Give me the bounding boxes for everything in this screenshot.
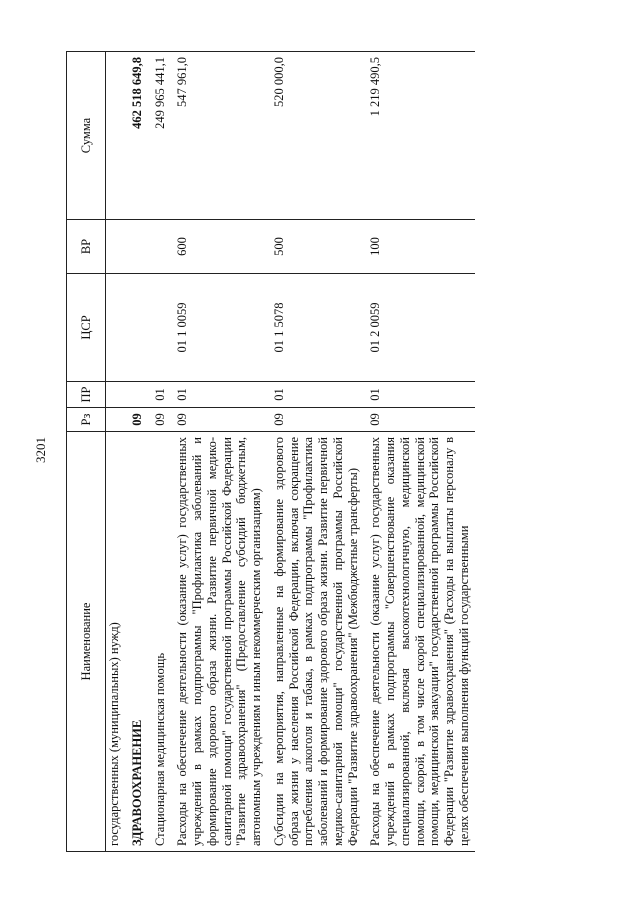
row-rz: 09 bbox=[170, 408, 267, 432]
page-number: 3201 bbox=[33, 437, 48, 463]
row-vr bbox=[148, 220, 171, 274]
row-pr: 01 bbox=[170, 382, 267, 408]
row-vr: 500 bbox=[267, 220, 364, 274]
row-csr bbox=[148, 274, 171, 382]
budget-expenditure-table bbox=[66, 51, 475, 852]
row-name: ЗДРАВООХРАНЕНИЕ bbox=[125, 432, 148, 852]
header-rz: Рз bbox=[67, 408, 106, 432]
header-vr: ВР bbox=[67, 220, 106, 274]
table-row bbox=[106, 52, 125, 852]
row-name: Расходы на обеспечение деятельности (оказание услуг) государственных учреждений в рамках подпрограммы "Профилактика заболеваний и формирование здорового образа жизни. Развитие первичной медико-санитарной помощи" государственной программы Российской Федерации "Развитие здравоохранения" (Предоставление субсидий бюджетным, автономным учреждениям и иным некоммерческим организациям) bbox=[170, 432, 267, 852]
row-name: Субсидии на мероприятия, направленные на формирование здорового образа жизни у населения Российской Федерации, включая сокращение потребления алкоголя и табака, в рамках подпрограммы "Профилактика заболеваний и формирование здорового образа жизни. Развитие первичной медико-санитарной помощи" государственной программы Российской Федерации "Развитие здравоохранения" (Межбюджетные трансферты) bbox=[267, 432, 364, 852]
row-name: государственных (муниципальных) нужд) bbox=[106, 432, 125, 852]
row-sum: 547 961,0 bbox=[170, 52, 267, 220]
table-row bbox=[363, 52, 474, 852]
table-row bbox=[148, 52, 171, 852]
table-row bbox=[267, 52, 364, 852]
row-csr: 01 1 5078 bbox=[267, 274, 364, 382]
row-pr bbox=[125, 382, 148, 408]
row-sum: 249 965 441,1 bbox=[148, 52, 171, 220]
row-csr bbox=[106, 274, 125, 382]
row-csr: 01 2 0059 bbox=[363, 274, 474, 382]
header-name: Наименование bbox=[67, 432, 106, 852]
row-rz bbox=[106, 408, 125, 432]
row-sum: 520 000,0 bbox=[267, 52, 364, 220]
header-sum: Сумма bbox=[67, 52, 106, 220]
row-pr: 01 bbox=[148, 382, 171, 408]
row-vr bbox=[106, 220, 125, 274]
rotated-page-content bbox=[66, 52, 606, 852]
table-row bbox=[170, 52, 267, 852]
row-pr: 01 bbox=[267, 382, 364, 408]
row-csr bbox=[125, 274, 148, 382]
row-csr: 01 1 0059 bbox=[170, 274, 267, 382]
row-vr: 600 bbox=[170, 220, 267, 274]
table-header-row bbox=[67, 52, 106, 852]
table-row-section-healthcare bbox=[125, 52, 148, 852]
row-pr bbox=[106, 382, 125, 408]
row-vr: 100 bbox=[363, 220, 474, 274]
row-sum: 462 518 649,8 bbox=[125, 52, 148, 220]
row-sum: 1 219 490,5 bbox=[363, 52, 474, 220]
row-sum bbox=[106, 52, 125, 220]
row-pr: 01 bbox=[363, 382, 474, 408]
row-name: Стационарная медицинская помощь bbox=[148, 432, 171, 852]
header-csr: ЦСР bbox=[67, 274, 106, 382]
row-vr bbox=[125, 220, 148, 274]
row-rz: 09 bbox=[363, 408, 474, 432]
row-rz: 09 bbox=[125, 408, 148, 432]
row-rz: 09 bbox=[267, 408, 364, 432]
row-name: Расходы на обеспечение деятельности (оказание услуг) государственных учреждений в рамках подпрограммы "Совершенствование оказания специализированной, включая высокотехнологичную, медицинской помощи, скорой, в том числе скорой специализированной, медицинской помощи, медицинской эвакуации" государственной программы Российской Федерации "Развитие здравоохранения" (Расходы на выплаты персоналу в целях обеспечения выполнения функций государственными bbox=[363, 432, 474, 852]
header-pr: ПР bbox=[67, 382, 106, 408]
row-rz: 09 bbox=[148, 408, 171, 432]
